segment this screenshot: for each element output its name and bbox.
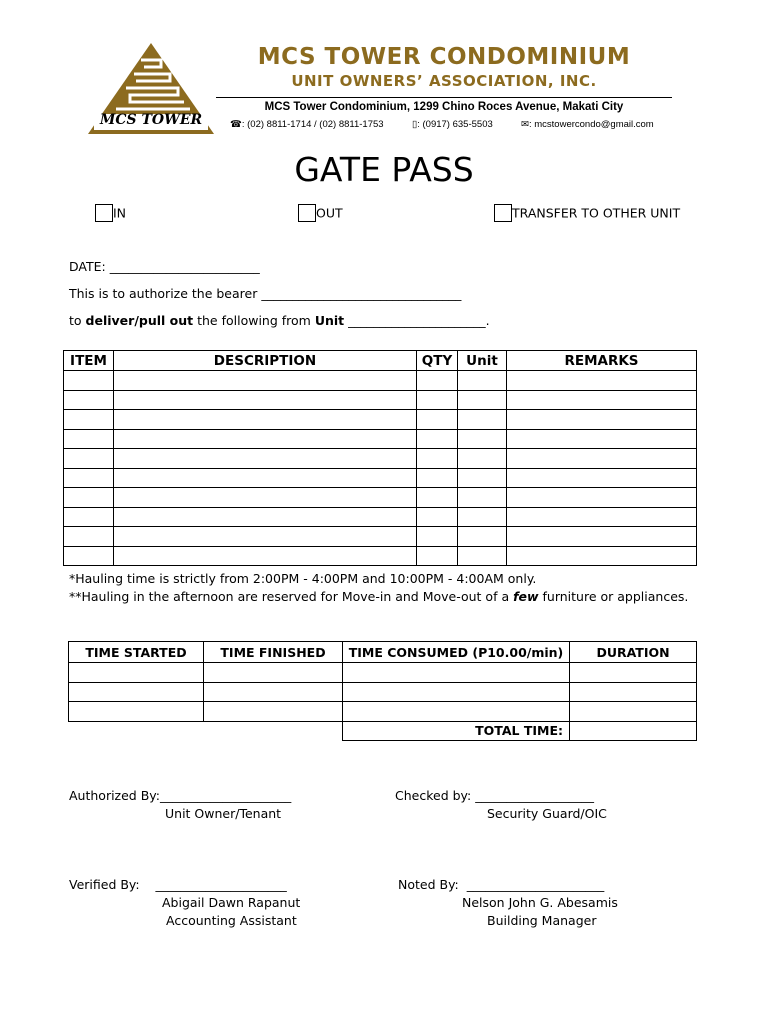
table-row — [64, 410, 697, 430]
note-afternoon — [69, 589, 688, 604]
org-name: MCS TOWER CONDOMINIUM — [257, 44, 631, 70]
unit-header: Unit — [458, 351, 507, 371]
cell[interactable] — [507, 449, 697, 469]
cell[interactable] — [69, 682, 204, 702]
cell[interactable] — [114, 390, 417, 410]
contact-mobile — [412, 119, 493, 130]
cell[interactable] — [507, 546, 697, 566]
contact-email — [521, 119, 654, 130]
cell[interactable] — [343, 682, 570, 702]
cell[interactable] — [507, 371, 697, 391]
note2-emphasis: few — [513, 589, 539, 604]
page-title: GATE PASS — [294, 150, 474, 189]
cell[interactable] — [458, 371, 507, 391]
date-field[interactable]: DATE: ________________________ — [69, 259, 260, 274]
in-checkbox[interactable] — [95, 204, 113, 222]
transfer-label: TRANSFER TO OTHER UNIT — [512, 205, 681, 221]
cell[interactable] — [64, 449, 114, 469]
total-row — [69, 721, 697, 741]
time-body — [69, 663, 697, 741]
cell[interactable] — [64, 468, 114, 488]
table-row — [69, 663, 697, 683]
checked-role: Security Guard/OIC — [487, 806, 607, 821]
cell[interactable] — [64, 429, 114, 449]
table-row — [64, 371, 697, 391]
cell[interactable] — [458, 507, 507, 527]
noted-by-field[interactable]: Noted By: ______________________ — [398, 877, 605, 892]
table-row — [64, 527, 697, 547]
cell[interactable] — [64, 488, 114, 508]
address: MCS Tower Condominium, 1299 Chino Roces Avenue, Makati City — [264, 101, 624, 113]
noted-role: Building Manager — [487, 913, 597, 928]
option-in[interactable] — [95, 204, 126, 222]
noted-name: Nelson John G. Abesamis — [462, 895, 618, 910]
note-hauling-time: *Hauling time is strictly from 2:00PM - 4:00PM and 10:00PM - 4:00AM only. — [69, 571, 537, 586]
time-started-header: TIME STARTED — [69, 642, 204, 663]
cell[interactable] — [114, 410, 417, 430]
table-row — [69, 682, 697, 702]
cell[interactable] — [114, 546, 417, 566]
cell[interactable] — [417, 371, 458, 391]
cell[interactable] — [417, 546, 458, 566]
cell[interactable] — [570, 663, 697, 683]
cell[interactable] — [417, 449, 458, 469]
cell[interactable] — [458, 410, 507, 430]
cell[interactable] — [458, 390, 507, 410]
cell[interactable] — [417, 468, 458, 488]
cell[interactable] — [458, 488, 507, 508]
cell[interactable] — [417, 507, 458, 527]
cell[interactable] — [458, 429, 507, 449]
contact-phone — [230, 119, 384, 130]
logo-text: MCS TOWER — [99, 112, 203, 128]
cell[interactable] — [64, 390, 114, 410]
deliver-bold: deliver/pull out — [85, 313, 194, 328]
cell[interactable] — [64, 410, 114, 430]
empty-cell — [204, 721, 343, 741]
cell[interactable] — [507, 468, 697, 488]
cell[interactable] — [507, 410, 697, 430]
cell[interactable] — [114, 468, 417, 488]
unit-bold: Unit — [314, 313, 345, 328]
cell[interactable] — [64, 371, 114, 391]
cell[interactable] — [64, 527, 114, 547]
cell[interactable] — [114, 449, 417, 469]
cell[interactable] — [204, 663, 343, 683]
header-divider — [216, 97, 672, 98]
in-label: IN — [113, 205, 127, 221]
out-label: OUT — [316, 205, 343, 221]
cell[interactable] — [570, 682, 697, 702]
duration-header: DURATION — [570, 642, 697, 663]
time-finished-header: TIME FINISHED — [204, 642, 343, 663]
deliver-mid: the following from — [193, 313, 315, 328]
cell[interactable] — [458, 449, 507, 469]
cell[interactable] — [458, 468, 507, 488]
verified-name: Abigail Dawn Rapanut — [162, 895, 301, 910]
table-row — [69, 702, 697, 722]
note2-suffix: furniture or appliances. — [538, 589, 689, 604]
total-time-label: TOTAL TIME: — [343, 721, 570, 741]
org-subtitle: UNIT OWNERS’ ASSOCIATION, INC. — [291, 72, 597, 90]
cell[interactable] — [417, 527, 458, 547]
mobile-number: : (0917) 635-5503 — [417, 119, 493, 130]
item-header: ITEM — [64, 351, 114, 371]
verified-role: Accounting Assistant — [166, 913, 297, 928]
table-row — [64, 429, 697, 449]
cell[interactable] — [114, 527, 417, 547]
verified-by-field[interactable]: Verified By: _____________________ — [69, 877, 287, 892]
empty-cell — [69, 721, 204, 741]
cell[interactable] — [343, 702, 570, 722]
cell[interactable] — [507, 390, 697, 410]
authorized-role: Unit Owner/Tenant — [165, 806, 282, 821]
cell[interactable] — [417, 429, 458, 449]
deliver-prefix: to — [69, 313, 86, 328]
cell[interactable] — [69, 702, 204, 722]
option-out[interactable] — [298, 204, 343, 222]
time-consumed-header: TIME CONSUMED (P10.00/min) — [343, 642, 570, 663]
authorized-by-field[interactable]: Authorized By:_____________________ — [69, 788, 292, 803]
deliver-line[interactable] — [69, 313, 490, 328]
cell[interactable] — [417, 488, 458, 508]
logo — [86, 40, 216, 135]
cell[interactable] — [64, 507, 114, 527]
email-address: : mcstowercondo@gmail.com — [528, 119, 654, 130]
bearer-field[interactable]: This is to authorize the bearer ________________________________ — [69, 286, 462, 301]
cell[interactable] — [417, 390, 458, 410]
qty-header: QTY — [417, 351, 458, 371]
table-row — [64, 546, 697, 566]
table-row — [64, 507, 697, 527]
mobile-icon: ▯ — [412, 119, 418, 130]
email-icon: ✉ — [521, 119, 529, 130]
table-row — [64, 449, 697, 469]
cell[interactable] — [507, 488, 697, 508]
cell[interactable] — [204, 682, 343, 702]
cell[interactable] — [458, 527, 507, 547]
cell[interactable] — [114, 507, 417, 527]
cell[interactable] — [507, 507, 697, 527]
unit-blank: ______________________. — [344, 313, 490, 328]
cell[interactable] — [507, 429, 697, 449]
time-header-row — [69, 642, 697, 663]
cell[interactable] — [417, 410, 458, 430]
cell[interactable] — [64, 546, 114, 566]
cell[interactable] — [114, 429, 417, 449]
cell[interactable] — [204, 702, 343, 722]
cell[interactable] — [114, 488, 417, 508]
cell[interactable] — [114, 371, 417, 391]
transfer-checkbox[interactable] — [494, 204, 512, 222]
cell[interactable] — [343, 663, 570, 683]
table-row — [64, 468, 697, 488]
phone-number: : (02) 8811-1714 / (02) 8811-1753 — [241, 119, 384, 130]
cell[interactable] — [507, 527, 697, 547]
items-header-row — [64, 351, 697, 371]
checked-by-field[interactable]: Checked by: ___________________ — [395, 788, 594, 803]
cell[interactable] — [458, 546, 507, 566]
time-table — [68, 641, 697, 741]
items-body — [64, 371, 697, 566]
table-row — [64, 488, 697, 508]
phone-icon: ☎ — [230, 119, 242, 130]
option-transfer[interactable] — [494, 204, 680, 222]
out-checkbox[interactable] — [298, 204, 316, 222]
total-time-value[interactable] — [570, 721, 697, 741]
table-row — [64, 390, 697, 410]
description-header: DESCRIPTION — [114, 351, 417, 371]
cell[interactable] — [570, 702, 697, 722]
items-table — [63, 350, 697, 566]
cell[interactable] — [69, 663, 204, 683]
note2-prefix: **Hauling in the afternoon are reserved for Move-in and Move-out of a — [69, 589, 514, 604]
remarks-header: REMARKS — [507, 351, 697, 371]
